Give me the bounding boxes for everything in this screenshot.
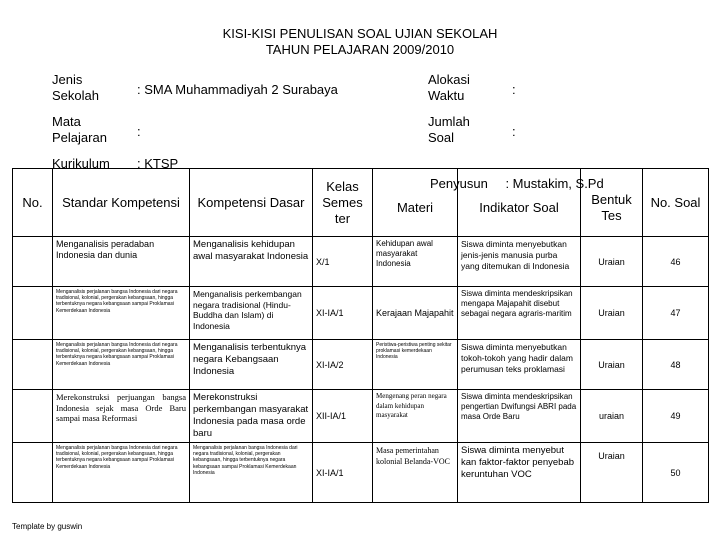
row-2-kompetensi: Menganalisis perkembangan negara tradisional (Hindu-Buddha dan Islam) di Indonesia bbox=[190, 287, 313, 340]
row-2-indikator: Siswa diminta mendeskripsikan mengapa Majapahit disebut sebagai negara agraris-maritim bbox=[458, 287, 581, 340]
row-2-kelas: XI-IA/1 bbox=[313, 287, 373, 340]
row-3-kompetensi: Menganalisis terbentuknya negara Kebangsaan Indonesia bbox=[190, 340, 313, 390]
row-2-no bbox=[13, 287, 53, 340]
template-credit: Template by guswin bbox=[12, 522, 83, 531]
title-line-2: TAHUN PELAJARAN 2009/2010 bbox=[265, 42, 455, 57]
row-3-no-soal: 48 bbox=[643, 340, 709, 390]
header-kompetensi-dasar: Kompetensi Dasar bbox=[190, 169, 313, 237]
header-kelas-semester: Kelas Semes ter bbox=[313, 169, 373, 237]
jenis-sekolah-label-line2: Sekolah bbox=[52, 88, 99, 103]
header-standar-kompetensi: Standar Kompetensi bbox=[53, 169, 190, 237]
row-3-indikator: Siswa diminta menyebutkan tokoh-tokoh yang hadir dalam perumusan teks proklamasi bbox=[458, 340, 581, 390]
header-no: No. bbox=[13, 169, 53, 237]
header-indikator-soal: Indikator Soal bbox=[458, 169, 581, 237]
row-5-kompetensi: Menganalisis perjalanan bangsa Indonesia dari negara tradisional, kolonial, pergerakan kebangsaan, hingga terbentuknya negara kebangsaan sampai Proklamasi Kemerdekaan Indonesia bbox=[190, 443, 313, 503]
row-5-bentuk: Uraian bbox=[581, 443, 643, 503]
row-1-kompetensi: Menganalisis kehidupan awal masyarakat Indonesia bbox=[190, 237, 313, 287]
kurikulum-value: : KTSP bbox=[137, 156, 179, 171]
mata-pelajaran-label-line2: Pelajaran bbox=[52, 130, 107, 145]
header-no-soal: No. Soal bbox=[643, 169, 709, 237]
title-line-1: KISI-KISI PENULISAN SOAL UJIAN SEKOLAH bbox=[222, 26, 498, 41]
row-1-materi: Kehidupan awal masyarakat Indonesia bbox=[373, 237, 458, 287]
table-row bbox=[13, 443, 709, 503]
jumlah-soal-label bbox=[428, 114, 470, 146]
alokasi-waktu-value: : bbox=[512, 82, 516, 97]
table-row bbox=[13, 390, 709, 443]
table-row bbox=[13, 287, 709, 340]
header-bentuk-tes: Bentuk Tes bbox=[581, 169, 643, 237]
row-4-kompetensi: Merekonstruksi perkembangan masyarakat Indonesia pada masa orde baru bbox=[190, 390, 313, 443]
row-4-materi: Mengenang peran negara dalam kehidupan masyarakat bbox=[373, 390, 458, 443]
kisi-kisi-table bbox=[12, 168, 709, 503]
row-1-standar: Menganalisis peradaban Indonesia dan dunia bbox=[53, 237, 190, 287]
jumlah-soal-value: : bbox=[512, 124, 516, 139]
row-4-bentuk: uraian bbox=[581, 390, 643, 443]
row-5-indikator: Siswa diminta menyebut kan faktor-faktor penyebab keruntuhan VOC bbox=[458, 443, 581, 503]
row-5-materi: Masa pemerintahan kolonial Belanda-VOC bbox=[373, 443, 458, 503]
penyusun-label: Penyusun bbox=[430, 176, 488, 191]
row-1-indikator: Siswa diminta menyebutkan jenis-jenis manusia purba yang ditemukan di Indonesia bbox=[458, 237, 581, 287]
jenis-sekolah-label-line1: Jenis bbox=[52, 72, 83, 87]
row-2-bentuk: Uraian bbox=[581, 287, 643, 340]
row-4-no bbox=[13, 390, 53, 443]
kurikulum-label: Kurikulum bbox=[52, 156, 110, 171]
jumlah-label-line1: Jumlah bbox=[428, 114, 470, 129]
table-row bbox=[13, 340, 709, 390]
row-3-bentuk: Uraian bbox=[581, 340, 643, 390]
alokasi-waktu-label bbox=[428, 72, 470, 104]
jenis-sekolah-label bbox=[52, 72, 99, 104]
mata-pelajaran-label-line1: Mata bbox=[52, 114, 81, 129]
row-1-bentuk: Uraian bbox=[581, 237, 643, 287]
row-2-no-soal: 47 bbox=[643, 287, 709, 340]
header-materi: Materi bbox=[373, 169, 458, 237]
mata-pelajaran-label bbox=[52, 114, 107, 146]
row-1-no bbox=[13, 237, 53, 287]
table-row bbox=[13, 237, 709, 287]
row-4-standar: Merekonstruksi perjuangan bangsa Indonesia sejak masa Orde Baru sampai masa Reformasi bbox=[53, 390, 190, 443]
row-2-materi: Kerajaan Majapahit bbox=[373, 287, 458, 340]
row-4-no-soal: 49 bbox=[643, 390, 709, 443]
row-5-no-soal: 50 bbox=[643, 443, 709, 503]
row-4-kelas: XII-IA/1 bbox=[313, 390, 373, 443]
jenis-sekolah-value: : SMA Muhammadiyah 2 Surabaya bbox=[137, 82, 338, 97]
row-3-materi: Peristiwa-peristiwa penting sekitar proklamasi kemerdekaan Indonesia bbox=[373, 340, 458, 390]
alokasi-label-line1: Alokasi bbox=[428, 72, 470, 87]
penyusun-value: : Mustakim, S.Pd bbox=[505, 176, 604, 191]
row-1-kelas: X/1 bbox=[313, 237, 373, 287]
row-4-indikator: Siswa diminta mendeskripsikan pengertian Dwifungsi ABRI pada masa Orde Baru bbox=[458, 390, 581, 443]
row-3-no bbox=[13, 340, 53, 390]
mata-pelajaran-value: : bbox=[137, 124, 141, 139]
jumlah-label-line2: Soal bbox=[428, 130, 455, 145]
table-header-row bbox=[13, 169, 709, 237]
row-3-kelas: XI-IA/2 bbox=[313, 340, 373, 390]
document-title bbox=[0, 26, 720, 58]
penyusun-line bbox=[430, 176, 604, 192]
row-5-kelas: XI-IA/1 bbox=[313, 443, 373, 503]
row-5-no bbox=[13, 443, 53, 503]
row-2-standar: Menganalisis perjalanan bangsa Indonesia dari negara tradisional, kolonial, pergerakan kebangsaan, hingga terbentuknya negara kebangsaan sampai Proklamasi Kemerdekaan Indonesia bbox=[53, 287, 190, 340]
alokasi-label-line2: Waktu bbox=[428, 88, 465, 103]
row-3-standar: Menganalisis perjalanan bangsa Indonesia dari negara tradisional, kolonial, pergerakan kebangsaan, hingga terbentuknya negara kebangsaan sampai Proklamasi Kemerdekaan Indonesia bbox=[53, 340, 190, 390]
row-5-standar: Menganalisis perjalanan bangsa Indonesia dari negara tradisional, kolonial, pergerakan kebangsaan, hingga terbentuknya negara kebangsaan sampai Proklamasi Kemerdekaan Indonesia bbox=[53, 443, 190, 503]
row-1-no-soal: 46 bbox=[643, 237, 709, 287]
